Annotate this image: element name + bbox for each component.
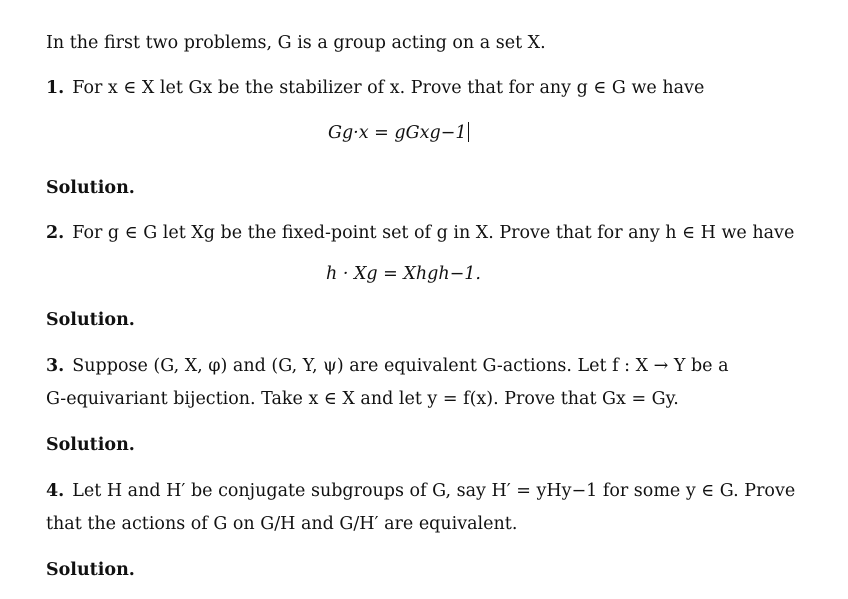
problem-3 xyxy=(46,356,729,376)
equation-2: h · Xg = Xhgh−1. xyxy=(326,264,481,284)
problem-text: For x ∈ X let Gx be the stabilizer of x. Prove that for any g ∈ G we have xyxy=(72,78,705,98)
text-cursor xyxy=(468,122,469,142)
equation-1 xyxy=(328,122,469,143)
solution-label-1: Solution. xyxy=(46,178,135,198)
solution-label-2: Solution. xyxy=(46,310,135,330)
problem-4 xyxy=(46,481,795,501)
solution-label-4: Solution. xyxy=(46,560,135,580)
problem-4-line-2: that the actions of G on G/H and G/H′ are equivalent. xyxy=(46,514,518,534)
problem-3-line-2: G-equivariant bijection. Take x ∈ X and let y = f(x). Prove that Gx = Gy. xyxy=(46,389,679,409)
problem-number: 3. xyxy=(46,356,65,376)
problem-2 xyxy=(46,223,794,243)
problem-1 xyxy=(46,78,704,98)
solution-label-3: Solution. xyxy=(46,435,135,455)
problem-text: Suppose (G, X, φ) and (G, Y, ψ) are equivalent G-actions. Let f : X → Y be a xyxy=(72,356,729,376)
problem-number: 2. xyxy=(46,223,65,243)
problem-text: Let H and H′ be conjugate subgroups of G, say H′ = yHy−1 for some y ∈ G. Prove xyxy=(72,481,796,501)
problem-text: For g ∈ G let Xg be the fixed-point set of g in X. Prove that for any h ∈ H we have xyxy=(72,223,795,243)
equation-text: Gg·x = gGxg−1 xyxy=(328,123,467,143)
intro-text: In the first two problems, G is a group acting on a set X. xyxy=(46,33,546,53)
problem-number: 1. xyxy=(46,78,65,98)
problem-number: 4. xyxy=(46,481,65,501)
